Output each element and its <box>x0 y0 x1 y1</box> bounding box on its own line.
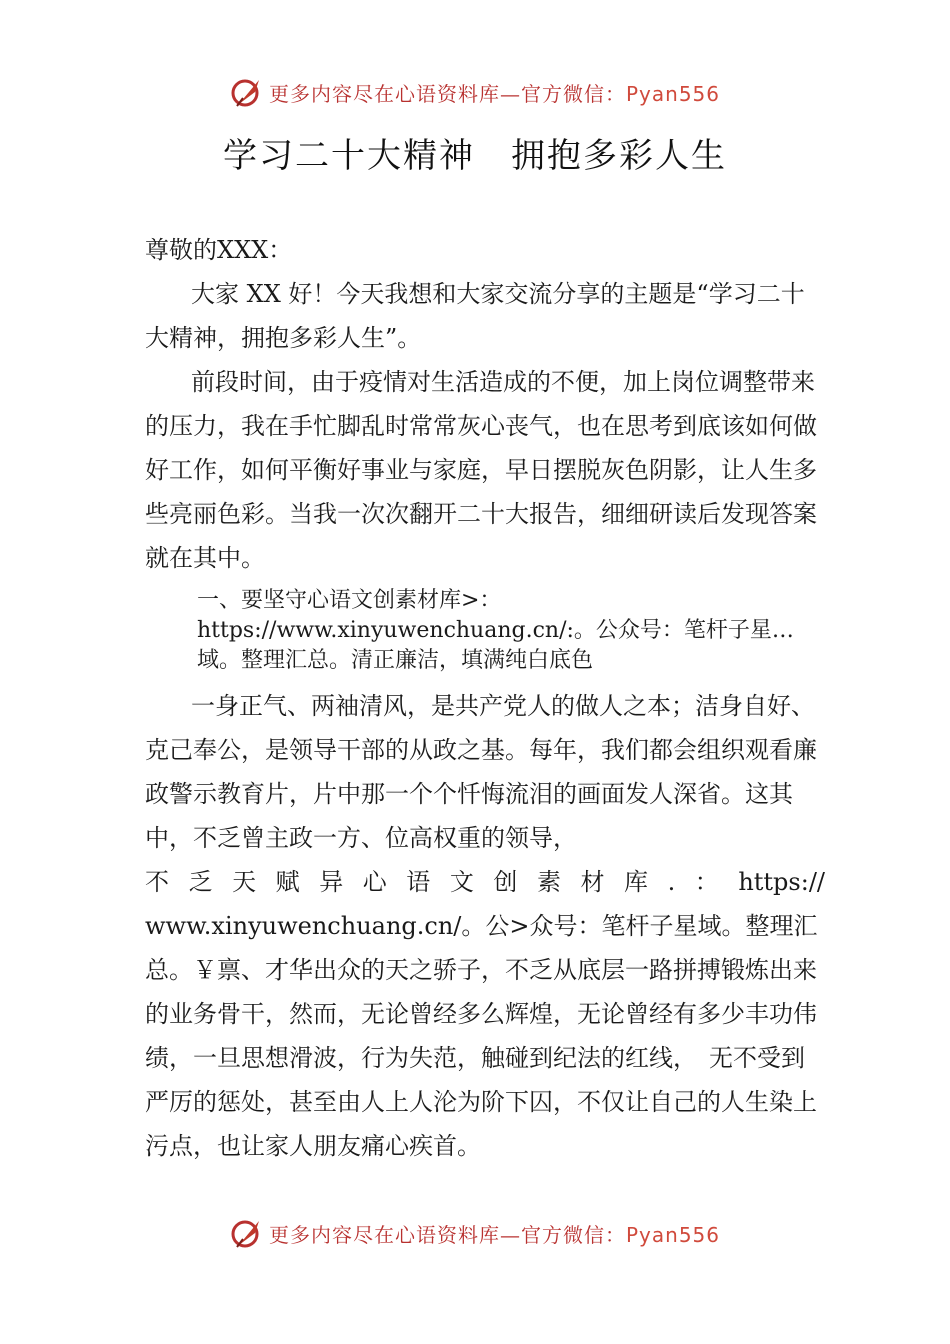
footer-banner <box>0 1213 950 1253</box>
page-title: 学习二十大精神 拥抱多彩人生 <box>223 136 727 176</box>
paragraph-integrity-line: 不乏天赋异心语文创素材库.：https:// <box>145 868 825 896</box>
salutation: 尊敬的XXX： <box>145 236 293 264</box>
paragraph-integrity: 一身正气、两袖清风，是共产党人的做人之本；洁身自好、克己奉公，是领导干部的从政之基。每年，我们都会组织观看廉政警示教育片，片中那一个个忏悔流泪的画面发人深省。这其中，不乏曾主政一方、位高权重的领导， <box>145 692 817 852</box>
wechat-id: Pyan556 <box>626 81 721 106</box>
header-banner <box>0 72 950 112</box>
paragraph-intro: 大家 XX 好！今天我想和大家交流分享的主题是“学习二十大精神，拥抱多彩人生”。 <box>145 280 805 352</box>
wechat-id: Pyan556 <box>626 1222 721 1247</box>
paragraph-background: 前段时间，由于疫情对生活造成的不便，加上岗位调整带来的压力，我在手忙脚乱时常常灰心丧气，也在思考到底该如何做好工作，如何平衡好事业与家庭，早日摆脱灰色阴影，让人生多些亮丽色彩。当我一次次翻开二十大报告，细细研读后发现答案就在其中。 <box>145 368 817 572</box>
banner-text: 更多内容尽在心语资料库—官方微信：Pyan556 <box>269 1222 721 1247</box>
document-body <box>145 228 825 1168</box>
quill-logo-icon <box>229 1215 265 1251</box>
section-heading-1: 一、要坚守心语文创素材库>：https://www.xinyuwenchuang.cn/:。公众号：笔杆子星…域。整理汇总。清正廉洁，填满纯白底色 <box>197 588 794 673</box>
quill-logo-icon <box>229 74 265 110</box>
paragraph-integrity-cont: www.xinyuwenchuang.cn/。公>众号：笔杆子星域。整理汇总。￥禀、才华出众的天之骄子，不乏从底层一路拼搏锻炼出来的业务骨干，然而，无论曾经多么辉煌，无论曾经有多少丰功伟绩，一旦思想滑波，行为失范，触碰到纪法的红线， 无不受到严厉的惩处，甚至由人上人沦为阶下囚，不仅让自己的人生染上污点，也让家人朋友痛心疾首。 <box>145 912 818 1160</box>
banner-text: 更多内容尽在心语资料库—官方微信：Pyan556 <box>269 81 721 106</box>
